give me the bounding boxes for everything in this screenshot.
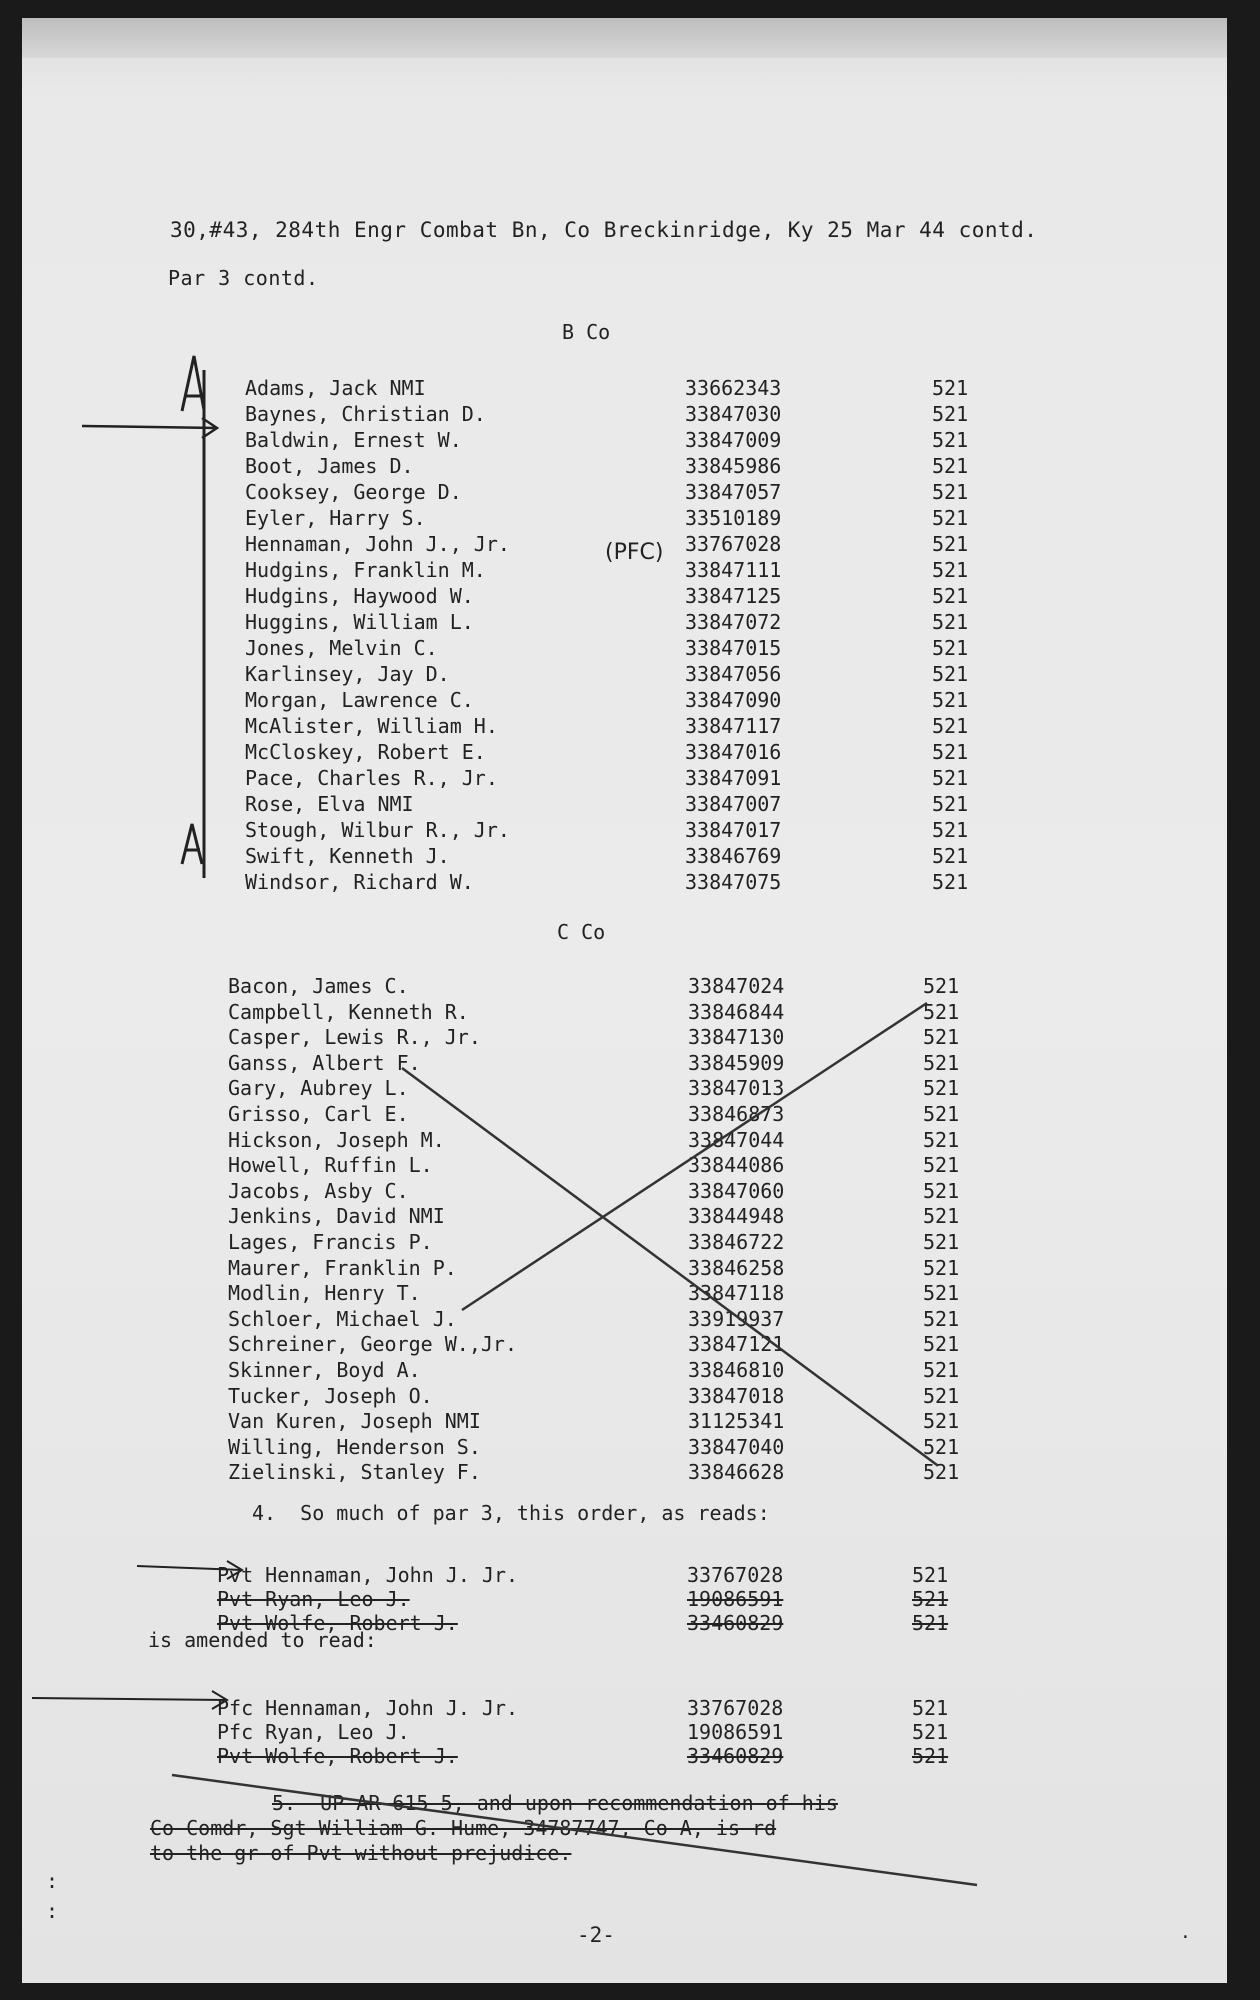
soldier-name: Maurer, Franklin P. — [228, 1255, 457, 1280]
handwritten-markup — [22, 18, 1227, 1983]
soldier-name: Pfc Ryan, Leo J. — [217, 1720, 410, 1744]
mos-code: 521 — [912, 1563, 949, 1587]
soldier-name: Grisso, Carl E. — [228, 1102, 409, 1126]
serial-number: 33847125 — [685, 584, 782, 608]
soldier-name: Schloer, Michael J. — [228, 1306, 457, 1331]
soldier-name: Gary, Aubrey L. — [228, 1076, 409, 1101]
soldier-name: Campbell, Kenneth R. — [228, 999, 469, 1024]
mos-code: 521 — [923, 1127, 960, 1152]
mos-code: 521 — [932, 792, 969, 816]
par5-cross-out-line — [172, 1775, 977, 1885]
serial-number: 33847013 — [688, 1076, 785, 1101]
cross-out-line-1 — [402, 1068, 937, 1465]
serial-number: 19086591 — [687, 1587, 784, 1611]
mos-code: 521 — [923, 1281, 960, 1306]
serial-number: 33847007 — [685, 792, 782, 816]
serial-number: 33847024 — [688, 974, 785, 998]
soldier-name: Windsor, Richard W. — [245, 870, 474, 894]
soldier-name: Pvt Wolfe, Robert J. — [217, 1611, 458, 1635]
mos-code: 521 — [932, 766, 969, 790]
serial-number: 33846810 — [688, 1358, 785, 1382]
serial-number: 33846722 — [688, 1230, 785, 1254]
arrow-par4-original-icon — [137, 1561, 242, 1579]
soldier-name: Hudgins, Franklin M. — [245, 558, 486, 582]
mos-code: 521 — [932, 506, 969, 530]
serial-number: 33847040 — [688, 1434, 785, 1459]
serial-number: 33844086 — [688, 1153, 785, 1178]
soldier-name: Casper, Lewis R., Jr. — [228, 1025, 481, 1050]
soldier-name: Modlin, Henry T. — [228, 1281, 421, 1306]
soldier-name: Swift, Kenneth J. — [245, 844, 450, 868]
letter-a-bottom-mark — [182, 824, 202, 864]
par5-line-1: 5. UP AR 615-5, and upon recommendation of his — [272, 1791, 838, 1815]
soldier-name: Pvt Wolfe, Robert J. — [217, 1744, 458, 1768]
mos-code: 521 — [932, 662, 969, 686]
soldier-name: Baldwin, Ernest W. — [245, 428, 462, 452]
mos-code: 521 — [932, 688, 969, 712]
serial-number: 33846873 — [688, 1102, 785, 1126]
serial-number: 33847057 — [685, 480, 782, 504]
par5-line-3: to the gr of Pvt without prejudice. — [150, 1841, 572, 1865]
serial-number: 33847090 — [685, 688, 782, 712]
soldier-name: Pvt Ryan, Leo J. — [217, 1587, 410, 1611]
mos-code: 521 — [912, 1696, 949, 1720]
soldier-name: Pfc Hennaman, John J. Jr. — [217, 1696, 519, 1720]
mos-code: 521 — [923, 1178, 960, 1203]
serial-number: 33847117 — [685, 714, 782, 738]
soldier-name: Baynes, Christian D. — [245, 402, 486, 426]
mos-code: 521 — [923, 1102, 960, 1126]
soldier-name: Hudgins, Haywood W. — [245, 584, 474, 608]
mos-code: 521 — [923, 1204, 960, 1229]
soldier-name: Hennaman, John J., Jr. — [245, 532, 510, 556]
serial-number: 33847121 — [688, 1332, 785, 1357]
serial-number: 33847072 — [685, 610, 782, 634]
mos-code: 521 — [912, 1720, 949, 1744]
serial-number: 33847018 — [688, 1383, 785, 1408]
mos-code: 521 — [912, 1744, 949, 1768]
mos-code: 521 — [923, 1332, 960, 1357]
serial-number: 33846628 — [688, 1460, 785, 1485]
soldier-name: Eyler, Harry S. — [245, 506, 426, 530]
mos-code: 521 — [923, 974, 960, 998]
serial-number: 33847015 — [685, 636, 782, 660]
serial-number: 33846844 — [688, 999, 785, 1024]
serial-number: 31125341 — [688, 1409, 785, 1434]
soldier-name: Boot, James D. — [245, 454, 414, 478]
soldier-name: McAlister, William H. — [245, 714, 498, 738]
mos-code: 521 — [923, 1460, 960, 1485]
serial-number: 33844948 — [688, 1204, 785, 1229]
mos-code: 521 — [932, 454, 969, 478]
serial-number: 33767028 — [685, 532, 782, 556]
document-page — [22, 18, 1227, 1983]
mos-code: 521 — [923, 1230, 960, 1254]
serial-number: 33847017 — [685, 818, 782, 842]
mos-code: 521 — [932, 818, 969, 842]
soldier-name: Pace, Charles R., Jr. — [245, 766, 498, 790]
serial-number: 33847130 — [688, 1025, 785, 1050]
par3-label: Par 3 contd. — [168, 266, 319, 290]
serial-number: 33767028 — [687, 1563, 784, 1587]
serial-number: 33919937 — [688, 1306, 785, 1331]
mos-code: 521 — [923, 1383, 960, 1408]
mos-code: 521 — [932, 714, 969, 738]
serial-number: 33847091 — [685, 766, 782, 790]
svg-text:.: . — [1180, 1922, 1191, 1943]
serial-number: 33662343 — [685, 376, 782, 400]
mos-code: 521 — [932, 376, 969, 400]
mos-code: 521 — [923, 1358, 960, 1382]
mos-code: 521 — [932, 480, 969, 504]
mos-code: 521 — [932, 532, 969, 556]
mos-code: 521 — [923, 1153, 960, 1178]
mos-code: 521 — [923, 1255, 960, 1280]
soldier-name: Ganss, Albert F. — [228, 1050, 421, 1075]
par4-amended-label: is amended to read: — [148, 1628, 377, 1652]
soldier-name: Willing, Henderson S. — [228, 1434, 481, 1459]
mos-code: 521 — [923, 1306, 960, 1331]
arrow-par4-amended-icon — [32, 1691, 227, 1709]
soldier-name: Jones, Melvin C. — [245, 636, 438, 660]
mos-code: 521 — [932, 558, 969, 582]
mos-code: 521 — [932, 402, 969, 426]
page-number: -2- — [577, 1923, 615, 1947]
serial-number: 33460829 — [687, 1611, 784, 1635]
cross-out-line-2 — [462, 1003, 927, 1310]
serial-number: 19086591 — [687, 1720, 784, 1744]
soldier-name: Hickson, Joseph M. — [228, 1127, 445, 1152]
mos-code: 521 — [932, 584, 969, 608]
serial-number: 33460829 — [687, 1744, 784, 1768]
serial-number: 33847009 — [685, 428, 782, 452]
serial-number: 33846769 — [685, 844, 782, 868]
soldier-name: Howell, Ruffin L. — [228, 1153, 433, 1178]
par4-intro: 4. So much of par 3, this order, as reads: — [252, 1501, 770, 1525]
serial-number: 33847044 — [688, 1127, 785, 1152]
soldier-name: Rose, Elva NMI — [245, 792, 414, 816]
svg-text::: : — [46, 1869, 59, 1893]
mos-code: 521 — [923, 1025, 960, 1050]
mos-code: 521 — [923, 1434, 960, 1459]
soldier-name: Cooksey, George D. — [245, 480, 462, 504]
mos-code: 521 — [912, 1587, 949, 1611]
serial-number: 33847075 — [685, 870, 782, 894]
soldier-name: Karlinsey, Jay D. — [245, 662, 450, 686]
serial-number: 33847060 — [688, 1178, 785, 1203]
soldier-name: Jenkins, David NMI — [228, 1204, 445, 1229]
c-company-title: C Co — [557, 920, 606, 944]
soldier-name: Skinner, Boyd A. — [228, 1358, 421, 1382]
mos-code: 521 — [923, 1050, 960, 1075]
soldier-name: Lages, Francis P. — [228, 1230, 433, 1254]
soldier-name: Pvt Hennaman, John J. Jr. — [217, 1563, 519, 1587]
serial-number: 33847118 — [688, 1281, 785, 1306]
order-header: 30,#43, 284th Engr Combat Bn, Co Breckinridge, Ky 25 Mar 44 contd. — [170, 218, 1038, 242]
serial-number: 33767028 — [687, 1696, 784, 1720]
mos-code: 521 — [932, 740, 969, 764]
soldier-name: Tucker, Joseph O. — [228, 1383, 433, 1408]
pfc-annotation: (PFC) — [605, 540, 664, 565]
mos-code: 521 — [912, 1611, 949, 1635]
soldier-name: McCloskey, Robert E. — [245, 740, 486, 764]
serial-number: 33847030 — [685, 402, 782, 426]
mos-code: 521 — [923, 1409, 960, 1434]
soldier-name: Van Kuren, Joseph NMI — [228, 1409, 481, 1434]
letter-a-top-mark — [182, 356, 204, 411]
arrow-baynes-icon — [82, 418, 217, 438]
b-company-title: B Co — [562, 320, 611, 344]
mos-code: 521 — [932, 636, 969, 660]
soldier-name: Huggins, William L. — [245, 610, 474, 634]
mos-code: 521 — [932, 870, 969, 894]
serial-number: 33845909 — [688, 1050, 785, 1075]
serial-number: 33847111 — [685, 558, 782, 582]
soldier-name: Stough, Wilbur R., Jr. — [245, 818, 510, 842]
svg-text::: : — [46, 1899, 59, 1923]
serial-number: 33510189 — [685, 506, 782, 530]
soldier-name: Morgan, Lawrence C. — [245, 688, 474, 712]
mos-code: 521 — [923, 999, 960, 1024]
mos-code: 521 — [923, 1076, 960, 1101]
mos-code: 521 — [932, 844, 969, 868]
serial-number: 33845986 — [685, 454, 782, 478]
soldier-name: Bacon, James C. — [228, 974, 409, 998]
soldier-name: Jacobs, Asby C. — [228, 1178, 409, 1203]
par5-line-2: Co Comdr, Sgt William G. Hume, 34787747, Co A, is rd — [150, 1816, 777, 1840]
serial-number: 33846258 — [688, 1255, 785, 1280]
serial-number: 33847056 — [685, 662, 782, 686]
serial-number: 33847016 — [685, 740, 782, 764]
mos-code: 521 — [932, 610, 969, 634]
mos-code: 521 — [932, 428, 969, 452]
soldier-name: Adams, Jack NMI — [245, 376, 426, 400]
soldier-name: Zielinski, Stanley F. — [228, 1460, 481, 1485]
soldier-name: Schreiner, George W.,Jr. — [228, 1332, 517, 1357]
